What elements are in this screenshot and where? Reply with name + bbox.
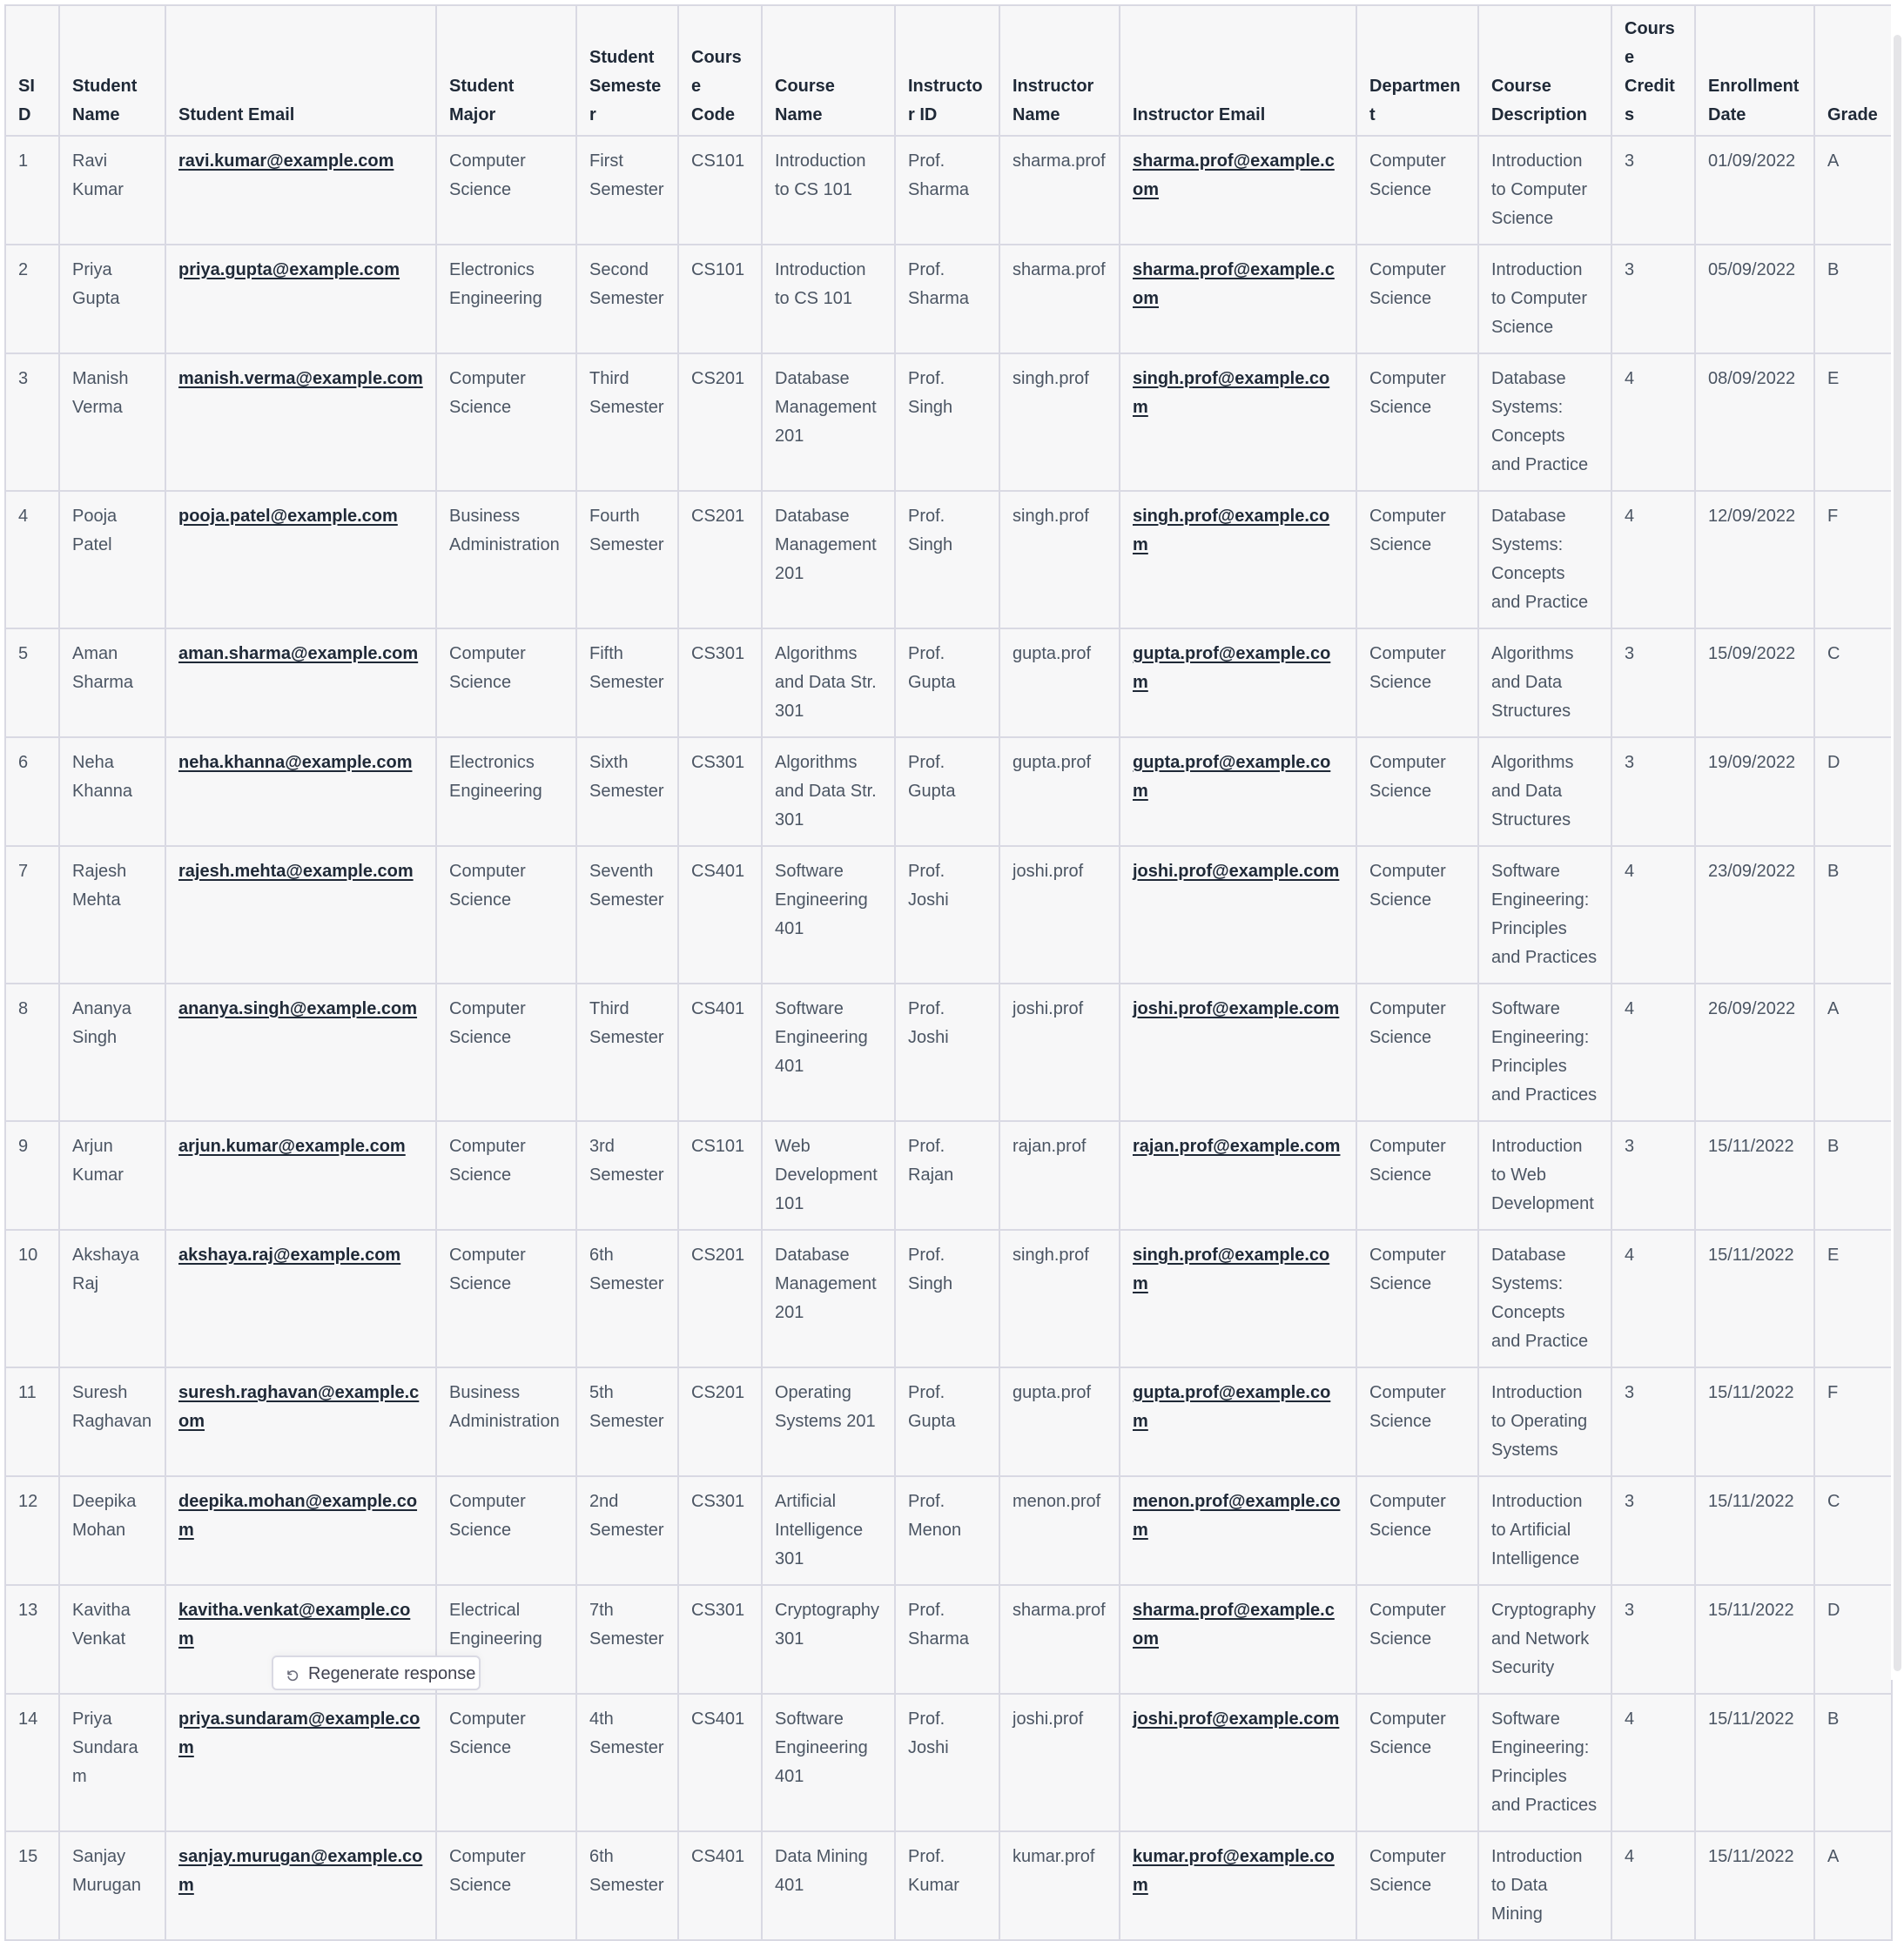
instructor-email-link[interactable]: sharma.prof@example.com <box>1133 151 1335 199</box>
cell-instructor-email <box>1120 984 1356 1121</box>
instructor-email-link[interactable]: sharma.prof@example.com <box>1133 260 1335 308</box>
cell-department: Computer Science <box>1356 1367 1478 1476</box>
cell-instructor-name: singh.prof <box>999 353 1120 491</box>
cell-enrollment-date: 15/11/2022 <box>1695 1831 1814 1940</box>
cell-student-major: Electronics Engineering <box>436 245 576 353</box>
cell-grade: E <box>1814 1230 1892 1367</box>
column-header-course-description: Course Description <box>1478 5 1611 136</box>
cell-instructor-name: sharma.prof <box>999 136 1120 245</box>
cell-department: Computer Science <box>1356 1585 1478 1694</box>
cell-course-description: Algorithms and Data Structures <box>1478 737 1611 846</box>
cell-enrollment-date: 05/09/2022 <box>1695 245 1814 353</box>
column-header-grade: Grade <box>1814 5 1892 136</box>
regenerate-response-button[interactable] <box>272 1656 481 1690</box>
cell-instructor-email <box>1120 1476 1356 1585</box>
cell-department: Computer Science <box>1356 1831 1478 1940</box>
cell-student-major: Computer Science <box>436 984 576 1121</box>
cell-instructor-email <box>1120 136 1356 245</box>
cell-course-code: CS301 <box>678 737 762 846</box>
cell-course-credits: 3 <box>1611 737 1695 846</box>
cell-enrollment-date: 15/11/2022 <box>1695 1230 1814 1367</box>
cell-course-credits: 4 <box>1611 984 1695 1121</box>
cell-course-name: Web Development 101 <box>762 1121 895 1230</box>
student-email-link[interactable]: rajesh.mehta@example.com <box>178 862 414 881</box>
cell-course-credits: 3 <box>1611 1476 1695 1585</box>
cell-sid: 3 <box>5 353 59 491</box>
cell-sid: 15 <box>5 1831 59 1940</box>
cell-department: Computer Science <box>1356 737 1478 846</box>
instructor-email-link[interactable]: joshi.prof@example.com <box>1133 862 1340 881</box>
cell-student-semester: Fifth Semester <box>576 628 678 737</box>
cell-enrollment-date: 15/11/2022 <box>1695 1367 1814 1476</box>
cell-instructor-email <box>1120 737 1356 846</box>
student-email-link[interactable]: suresh.raghavan@example.com <box>178 1383 420 1431</box>
cell-department: Computer Science <box>1356 984 1478 1121</box>
header-row <box>5 5 1892 136</box>
cell-course-credits: 4 <box>1611 1694 1695 1831</box>
cell-enrollment-date: 08/09/2022 <box>1695 353 1814 491</box>
cell-student-name: Deepika Mohan <box>59 1476 165 1585</box>
cell-course-description: Database Systems: Concepts and Practice <box>1478 353 1611 491</box>
table-row <box>5 245 1892 353</box>
cell-sid: 7 <box>5 846 59 984</box>
cell-student-semester: 4th Semester <box>576 1694 678 1831</box>
cell-course-credits: 3 <box>1611 136 1695 245</box>
cell-course-description: Algorithms and Data Structures <box>1478 628 1611 737</box>
cell-student-name: Aman Sharma <box>59 628 165 737</box>
cell-student-name: Kavitha Venkat <box>59 1585 165 1694</box>
cell-instructor-name: kumar.prof <box>999 1831 1120 1940</box>
cell-department: Computer Science <box>1356 1230 1478 1367</box>
cell-course-code: CS301 <box>678 628 762 737</box>
cell-enrollment-date: 12/09/2022 <box>1695 491 1814 628</box>
column-header-course-code: Course Code <box>678 5 762 136</box>
cell-instructor-email <box>1120 245 1356 353</box>
enrollment-table <box>4 4 1893 1941</box>
cell-sid: 11 <box>5 1367 59 1476</box>
column-header-student-name: Student Name <box>59 5 165 136</box>
cell-instructor-email <box>1120 1585 1356 1694</box>
vertical-scrollbar[interactable] <box>1891 0 1904 1680</box>
cell-course-code: CS301 <box>678 1476 762 1585</box>
instructor-email-link[interactable]: singh.prof@example.com <box>1133 1246 1330 1293</box>
table-row <box>5 846 1892 984</box>
cell-student-name: Ananya Singh <box>59 984 165 1121</box>
cell-student-major: Computer Science <box>436 1694 576 1831</box>
instructor-email-link[interactable]: joshi.prof@example.com <box>1133 1709 1340 1729</box>
cell-student-email <box>165 1367 436 1476</box>
cell-course-name: Algorithms and Data Str. 301 <box>762 628 895 737</box>
cell-course-name: Introduction to CS 101 <box>762 245 895 353</box>
cell-instructor-email <box>1120 1121 1356 1230</box>
student-email-link[interactable]: priya.gupta@example.com <box>178 260 400 279</box>
cell-course-description: Software Engineering: Principles and Practices <box>1478 1694 1611 1831</box>
table-row <box>5 136 1892 245</box>
cell-student-email <box>165 491 436 628</box>
cell-instructor-name: rajan.prof <box>999 1121 1120 1230</box>
cell-grade: D <box>1814 1585 1892 1694</box>
cell-enrollment-date: 15/09/2022 <box>1695 628 1814 737</box>
cell-department: Computer Science <box>1356 628 1478 737</box>
cell-student-email <box>165 245 436 353</box>
cell-student-email <box>165 737 436 846</box>
instructor-email-link[interactable]: joshi.prof@example.com <box>1133 999 1340 1018</box>
cell-student-semester: 7th Semester <box>576 1585 678 1694</box>
cell-student-email <box>165 1476 436 1585</box>
cell-student-semester: Third Semester <box>576 984 678 1121</box>
cell-student-semester: Third Semester <box>576 353 678 491</box>
cell-sid: 5 <box>5 628 59 737</box>
cell-sid: 8 <box>5 984 59 1121</box>
cell-student-major: Computer Science <box>436 1230 576 1367</box>
cell-student-semester: Second Semester <box>576 245 678 353</box>
cell-department: Computer Science <box>1356 846 1478 984</box>
column-header-student-email: Student Email <box>165 5 436 136</box>
cell-instructor-name: joshi.prof <box>999 984 1120 1121</box>
table-row <box>5 1230 1892 1367</box>
cell-course-credits: 4 <box>1611 353 1695 491</box>
cell-instructor-name: singh.prof <box>999 1230 1120 1367</box>
cell-course-description: Introduction to Artificial Intelligence <box>1478 1476 1611 1585</box>
cell-department: Computer Science <box>1356 245 1478 353</box>
cell-student-semester: 5th Semester <box>576 1367 678 1476</box>
student-email-link[interactable]: ravi.kumar@example.com <box>178 151 394 171</box>
cell-instructor-id: Prof. Joshi <box>895 984 999 1121</box>
column-header-student-semester: Student Semester <box>576 5 678 136</box>
cell-student-semester: First Semester <box>576 136 678 245</box>
table-row <box>5 1367 1892 1476</box>
cell-department: Computer Science <box>1356 1121 1478 1230</box>
cell-instructor-name: sharma.prof <box>999 245 1120 353</box>
refresh-icon <box>286 1668 299 1682</box>
cell-student-email <box>165 1831 436 1940</box>
student-email-link[interactable]: ananya.singh@example.com <box>178 999 418 1018</box>
cell-student-semester: 6th Semester <box>576 1831 678 1940</box>
cell-sid: 13 <box>5 1585 59 1694</box>
cell-course-description: Software Engineering: Principles and Practices <box>1478 846 1611 984</box>
cell-student-email <box>165 1230 436 1367</box>
cell-course-name: Artificial Intelligence 301 <box>762 1476 895 1585</box>
cell-instructor-id: Prof. Sharma <box>895 245 999 353</box>
cell-instructor-name: menon.prof <box>999 1476 1120 1585</box>
cell-student-name: Manish Verma <box>59 353 165 491</box>
cell-instructor-name: gupta.prof <box>999 737 1120 846</box>
cell-sid: 12 <box>5 1476 59 1585</box>
cell-enrollment-date: 01/09/2022 <box>1695 136 1814 245</box>
cell-instructor-id: Prof. Rajan <box>895 1121 999 1230</box>
column-header-department: Department <box>1356 5 1478 136</box>
student-email-link[interactable]: arjun.kumar@example.com <box>178 1137 406 1156</box>
cell-sid: 6 <box>5 737 59 846</box>
cell-instructor-id: Prof. Sharma <box>895 1585 999 1694</box>
cell-course-credits: 3 <box>1611 1367 1695 1476</box>
cell-enrollment-date: 15/11/2022 <box>1695 1585 1814 1694</box>
cell-student-email <box>165 1121 436 1230</box>
student-email-link[interactable]: aman.sharma@example.com <box>178 644 419 663</box>
table-row <box>5 353 1892 491</box>
table-header <box>5 5 1892 136</box>
cell-instructor-email <box>1120 353 1356 491</box>
student-email-link[interactable]: pooja.patel@example.com <box>178 507 398 526</box>
cell-grade: C <box>1814 1476 1892 1585</box>
cell-enrollment-date: 15/11/2022 <box>1695 1121 1814 1230</box>
cell-course-code: CS101 <box>678 245 762 353</box>
cell-grade: C <box>1814 628 1892 737</box>
student-email-link[interactable]: neha.khanna@example.com <box>178 753 413 772</box>
cell-course-name: Cryptography 301 <box>762 1585 895 1694</box>
cell-student-semester: Sixth Semester <box>576 737 678 846</box>
cell-course-code: CS101 <box>678 136 762 245</box>
cell-student-name: Ravi Kumar <box>59 136 165 245</box>
cell-instructor-id: Prof. Joshi <box>895 846 999 984</box>
column-header-instructor-id: Instructor ID <box>895 5 999 136</box>
student-email-link[interactable]: manish.verma@example.com <box>178 369 423 388</box>
cell-course-credits: 4 <box>1611 846 1695 984</box>
cell-grade: B <box>1814 1121 1892 1230</box>
column-header-course-name: Course Name <box>762 5 895 136</box>
cell-student-major: Business Administration <box>436 491 576 628</box>
cell-enrollment-date: 15/11/2022 <box>1695 1476 1814 1585</box>
instructor-email-link[interactable]: kumar.prof@example.com <box>1133 1847 1335 1895</box>
cell-department: Computer Science <box>1356 353 1478 491</box>
cell-student-semester: 2nd Semester <box>576 1476 678 1585</box>
cell-student-name: Arjun Kumar <box>59 1121 165 1230</box>
cell-student-major: Computer Science <box>436 1121 576 1230</box>
cell-student-major: Computer Science <box>436 846 576 984</box>
instructor-email-link[interactable]: gupta.prof@example.com <box>1133 753 1331 801</box>
cell-course-code: CS301 <box>678 1585 762 1694</box>
column-header-instructor-name: Instructor Name <box>999 5 1120 136</box>
cell-grade: A <box>1814 136 1892 245</box>
cell-grade: F <box>1814 491 1892 628</box>
cell-student-major: Computer Science <box>436 628 576 737</box>
cell-instructor-email <box>1120 1367 1356 1476</box>
cell-department: Computer Science <box>1356 491 1478 628</box>
table-row <box>5 1476 1892 1585</box>
cell-sid: 10 <box>5 1230 59 1367</box>
cell-enrollment-date: 19/09/2022 <box>1695 737 1814 846</box>
cell-student-email <box>165 846 436 984</box>
table-row <box>5 1694 1892 1831</box>
instructor-email-link[interactable]: menon.prof@example.com <box>1133 1492 1341 1540</box>
column-header-enrollment-date: Enrollment Date <box>1695 5 1814 136</box>
cell-course-name: Database Management 201 <box>762 1230 895 1367</box>
cell-course-name: Database Management 201 <box>762 353 895 491</box>
student-email-link[interactable]: priya.sundaram@example.com <box>178 1709 420 1757</box>
cell-instructor-email <box>1120 1831 1356 1940</box>
cell-course-code: CS201 <box>678 353 762 491</box>
cell-student-name: Suresh Raghavan <box>59 1367 165 1476</box>
cell-student-email <box>165 984 436 1121</box>
cell-grade: F <box>1814 1367 1892 1476</box>
student-email-link[interactable]: kavitha.venkat@example.com <box>178 1601 411 1649</box>
instructor-email-link[interactable]: gupta.prof@example.com <box>1133 644 1331 692</box>
cell-enrollment-date: 23/09/2022 <box>1695 846 1814 984</box>
cell-instructor-email <box>1120 846 1356 984</box>
cell-student-name: Akshaya Raj <box>59 1230 165 1367</box>
cell-grade: B <box>1814 1694 1892 1831</box>
regenerate-response-label: Regenerate response <box>308 1664 476 1683</box>
table-container <box>4 4 1891 1924</box>
cell-student-major: Electrical Engineering <box>436 1585 576 1694</box>
cell-student-name: Neha Khanna <box>59 737 165 846</box>
cell-instructor-id: Prof. Singh <box>895 491 999 628</box>
cell-student-semester: Fourth Semester <box>576 491 678 628</box>
cell-instructor-email <box>1120 491 1356 628</box>
cell-course-description: Database Systems: Concepts and Practice <box>1478 491 1611 628</box>
cell-student-semester: Seventh Semester <box>576 846 678 984</box>
cell-course-name: Introduction to CS 101 <box>762 136 895 245</box>
cell-student-major: Computer Science <box>436 1476 576 1585</box>
cell-department: Computer Science <box>1356 136 1478 245</box>
cell-grade: A <box>1814 1831 1892 1940</box>
cell-instructor-id: Prof. Gupta <box>895 628 999 737</box>
table-row <box>5 984 1892 1121</box>
cell-course-name: Algorithms and Data Str. 301 <box>762 737 895 846</box>
instructor-email-link[interactable]: sharma.prof@example.com <box>1133 1601 1335 1649</box>
cell-course-credits: 4 <box>1611 491 1695 628</box>
cell-student-name: Priya Gupta <box>59 245 165 353</box>
cell-course-name: Software Engineering 401 <box>762 984 895 1121</box>
cell-student-name: Rajesh Mehta <box>59 846 165 984</box>
cell-department: Computer Science <box>1356 1694 1478 1831</box>
cell-instructor-id: Prof. Joshi <box>895 1694 999 1831</box>
table-row <box>5 737 1892 846</box>
cell-course-code: CS201 <box>678 1367 762 1476</box>
instructor-email-link[interactable]: singh.prof@example.com <box>1133 507 1330 554</box>
column-header-sid: SID <box>5 5 59 136</box>
cell-course-code: CS401 <box>678 1694 762 1831</box>
cell-sid: 9 <box>5 1121 59 1230</box>
cell-course-name: Data Mining 401 <box>762 1831 895 1940</box>
cell-student-semester: 6th Semester <box>576 1230 678 1367</box>
cell-instructor-email <box>1120 1694 1356 1831</box>
cell-sid: 14 <box>5 1694 59 1831</box>
cell-student-major: Business Administration <box>436 1367 576 1476</box>
column-header-course-credits: Course Credits <box>1611 5 1695 136</box>
cell-course-description: Software Engineering: Principles and Practices <box>1478 984 1611 1121</box>
cell-course-name: Database Management 201 <box>762 491 895 628</box>
cell-enrollment-date: 15/11/2022 <box>1695 1694 1814 1831</box>
cell-instructor-name: joshi.prof <box>999 846 1120 984</box>
cell-course-description: Introduction to Web Development <box>1478 1121 1611 1230</box>
cell-grade: B <box>1814 846 1892 984</box>
cell-course-description: Introduction to Operating Systems <box>1478 1367 1611 1476</box>
instructor-email-link[interactable]: rajan.prof@example.com <box>1133 1137 1341 1156</box>
cell-instructor-id: Prof. Kumar <box>895 1831 999 1940</box>
cell-course-description: Introduction to Data Mining <box>1478 1831 1611 1940</box>
cell-student-email <box>165 136 436 245</box>
cell-course-code: CS401 <box>678 1831 762 1940</box>
cell-sid: 4 <box>5 491 59 628</box>
table-row <box>5 491 1892 628</box>
cell-instructor-email <box>1120 1230 1356 1367</box>
table-row <box>5 628 1892 737</box>
cell-course-credits: 3 <box>1611 1585 1695 1694</box>
cell-enrollment-date: 26/09/2022 <box>1695 984 1814 1121</box>
cell-course-credits: 4 <box>1611 1230 1695 1367</box>
cell-grade: E <box>1814 353 1892 491</box>
column-header-student-major: Student Major <box>436 5 576 136</box>
cell-course-description: Introduction to Computer Science <box>1478 136 1611 245</box>
cell-student-major: Computer Science <box>436 136 576 245</box>
cell-student-major: Electronics Engineering <box>436 737 576 846</box>
cell-instructor-name: gupta.prof <box>999 1367 1120 1476</box>
cell-sid: 1 <box>5 136 59 245</box>
cell-course-code: CS201 <box>678 491 762 628</box>
cell-course-code: CS201 <box>678 1230 762 1367</box>
cell-instructor-id: Prof. Singh <box>895 353 999 491</box>
cell-course-credits: 3 <box>1611 1121 1695 1230</box>
instructor-email-link[interactable]: singh.prof@example.com <box>1133 369 1330 417</box>
cell-instructor-name: gupta.prof <box>999 628 1120 737</box>
cell-sid: 2 <box>5 245 59 353</box>
cell-student-major: Computer Science <box>436 353 576 491</box>
cell-student-name: Sanjay Murugan <box>59 1831 165 1940</box>
cell-course-code: CS401 <box>678 984 762 1121</box>
cell-instructor-name: singh.prof <box>999 491 1120 628</box>
instructor-email-link[interactable]: gupta.prof@example.com <box>1133 1383 1331 1431</box>
cell-course-description: Cryptography and Network Security <box>1478 1585 1611 1694</box>
student-email-link[interactable]: akshaya.raj@example.com <box>178 1246 401 1265</box>
cell-department: Computer Science <box>1356 1476 1478 1585</box>
cell-student-major: Computer Science <box>436 1831 576 1940</box>
cell-course-code: CS401 <box>678 846 762 984</box>
cell-course-description: Database Systems: Concepts and Practice <box>1478 1230 1611 1367</box>
cell-course-credits: 3 <box>1611 245 1695 353</box>
cell-student-email <box>165 1694 436 1831</box>
student-email-link[interactable]: deepika.mohan@example.com <box>178 1492 418 1540</box>
cell-student-semester: 3rd Semester <box>576 1121 678 1230</box>
cell-course-name: Software Engineering 401 <box>762 846 895 984</box>
cell-instructor-id: Prof. Sharma <box>895 136 999 245</box>
cell-grade: A <box>1814 984 1892 1121</box>
cell-instructor-id: Prof. Gupta <box>895 737 999 846</box>
table-row <box>5 1831 1892 1940</box>
cell-course-code: CS101 <box>678 1121 762 1230</box>
cell-course-name: Operating Systems 201 <box>762 1367 895 1476</box>
cell-instructor-name: sharma.prof <box>999 1585 1120 1694</box>
cell-grade: D <box>1814 737 1892 846</box>
cell-course-credits: 4 <box>1611 1831 1695 1940</box>
cell-student-name: Priya Sundaram <box>59 1694 165 1831</box>
cell-instructor-id: Prof. Gupta <box>895 1367 999 1476</box>
column-header-instructor-email: Instructor Email <box>1120 5 1356 136</box>
cell-instructor-name: joshi.prof <box>999 1694 1120 1831</box>
cell-instructor-id: Prof. Singh <box>895 1230 999 1367</box>
cell-grade: B <box>1814 245 1892 353</box>
cell-course-credits: 3 <box>1611 628 1695 737</box>
cell-student-name: Pooja Patel <box>59 491 165 628</box>
student-email-link[interactable]: sanjay.murugan@example.com <box>178 1847 423 1895</box>
cell-course-description: Introduction to Computer Science <box>1478 245 1611 353</box>
cell-instructor-id: Prof. Menon <box>895 1476 999 1585</box>
cell-student-email <box>165 353 436 491</box>
cell-course-name: Software Engineering 401 <box>762 1694 895 1831</box>
scrollbar-thumb[interactable] <box>1894 35 1901 1671</box>
table-row <box>5 1121 1892 1230</box>
cell-student-email <box>165 628 436 737</box>
cell-instructor-email <box>1120 628 1356 737</box>
